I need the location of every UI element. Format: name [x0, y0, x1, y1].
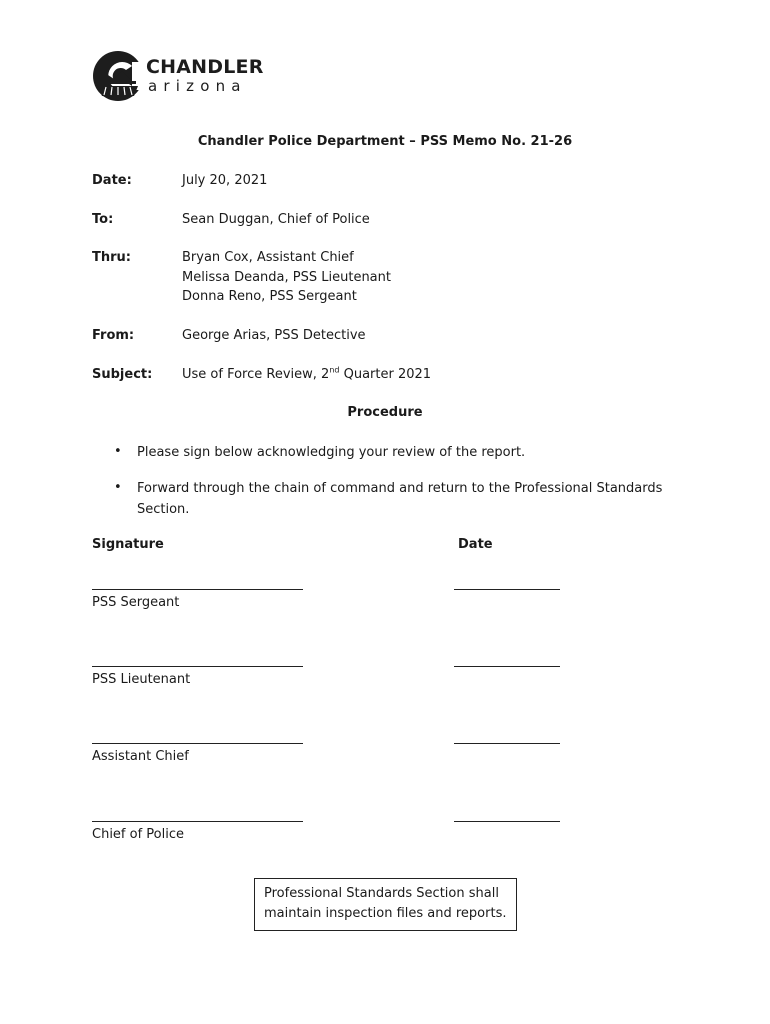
- memo-title: Chandler Police Department – PSS Memo No. 21-26: [197, 134, 573, 149]
- signature-line: [92, 821, 303, 822]
- date-label: Date:: [92, 173, 132, 188]
- chandler-logo: [92, 48, 262, 106]
- signature-line: [92, 666, 303, 667]
- signature-line: [92, 589, 303, 590]
- procedure-bullet-text: Please sign below acknowledging your review of the report.: [137, 445, 526, 460]
- signer-role: PSS Sergeant: [92, 595, 180, 610]
- to-label: To:: [92, 212, 114, 227]
- signature-header: Signature: [92, 537, 164, 552]
- subject-label: Subject:: [92, 367, 153, 382]
- retention-note: Professional Standards Section shall maintain inspection files and reports.: [254, 878, 517, 931]
- subject-suffix: Quarter 2021: [339, 367, 432, 382]
- from-label: From:: [92, 328, 135, 343]
- bullet-icon: •: [114, 444, 122, 459]
- date-line: [454, 743, 560, 744]
- thru-values: [182, 248, 391, 307]
- date-line: [454, 589, 560, 590]
- logo-name: CHANDLER: [146, 56, 264, 78]
- chandler-seal-icon: [92, 48, 146, 104]
- to-value: Sean Duggan, Chief of Police: [182, 212, 370, 227]
- date-line: [454, 821, 560, 822]
- signer-role: Chief of Police: [92, 827, 184, 842]
- signer-role: PSS Lieutenant: [92, 672, 191, 687]
- date-line: [454, 666, 560, 667]
- signature-line: [92, 743, 303, 744]
- date-header: Date: [458, 537, 493, 552]
- thru-value: Melissa Deanda, PSS Lieutenant: [182, 269, 391, 285]
- date-value: July 20, 2021: [182, 173, 268, 188]
- signer-role: Assistant Chief: [92, 749, 189, 764]
- thru-value: Donna Reno, PSS Sergeant: [182, 289, 357, 304]
- thru-label: Thru:: [92, 250, 131, 265]
- logo-subtitle: arizona: [148, 77, 247, 95]
- subject-prefix: Use of Force Review, 2: [182, 367, 330, 382]
- procedure-heading: Procedure: [347, 405, 423, 420]
- bullet-icon: •: [114, 480, 122, 495]
- subject-value: [182, 367, 431, 382]
- subject-superscript: nd: [329, 365, 340, 375]
- thru-value: Bryan Cox, Assistant Chief: [182, 250, 354, 265]
- from-value: George Arias, PSS Detective: [182, 328, 366, 343]
- procedure-bullet-text: Forward through the chain of command and return to the Professional Standards Section.: [137, 481, 663, 517]
